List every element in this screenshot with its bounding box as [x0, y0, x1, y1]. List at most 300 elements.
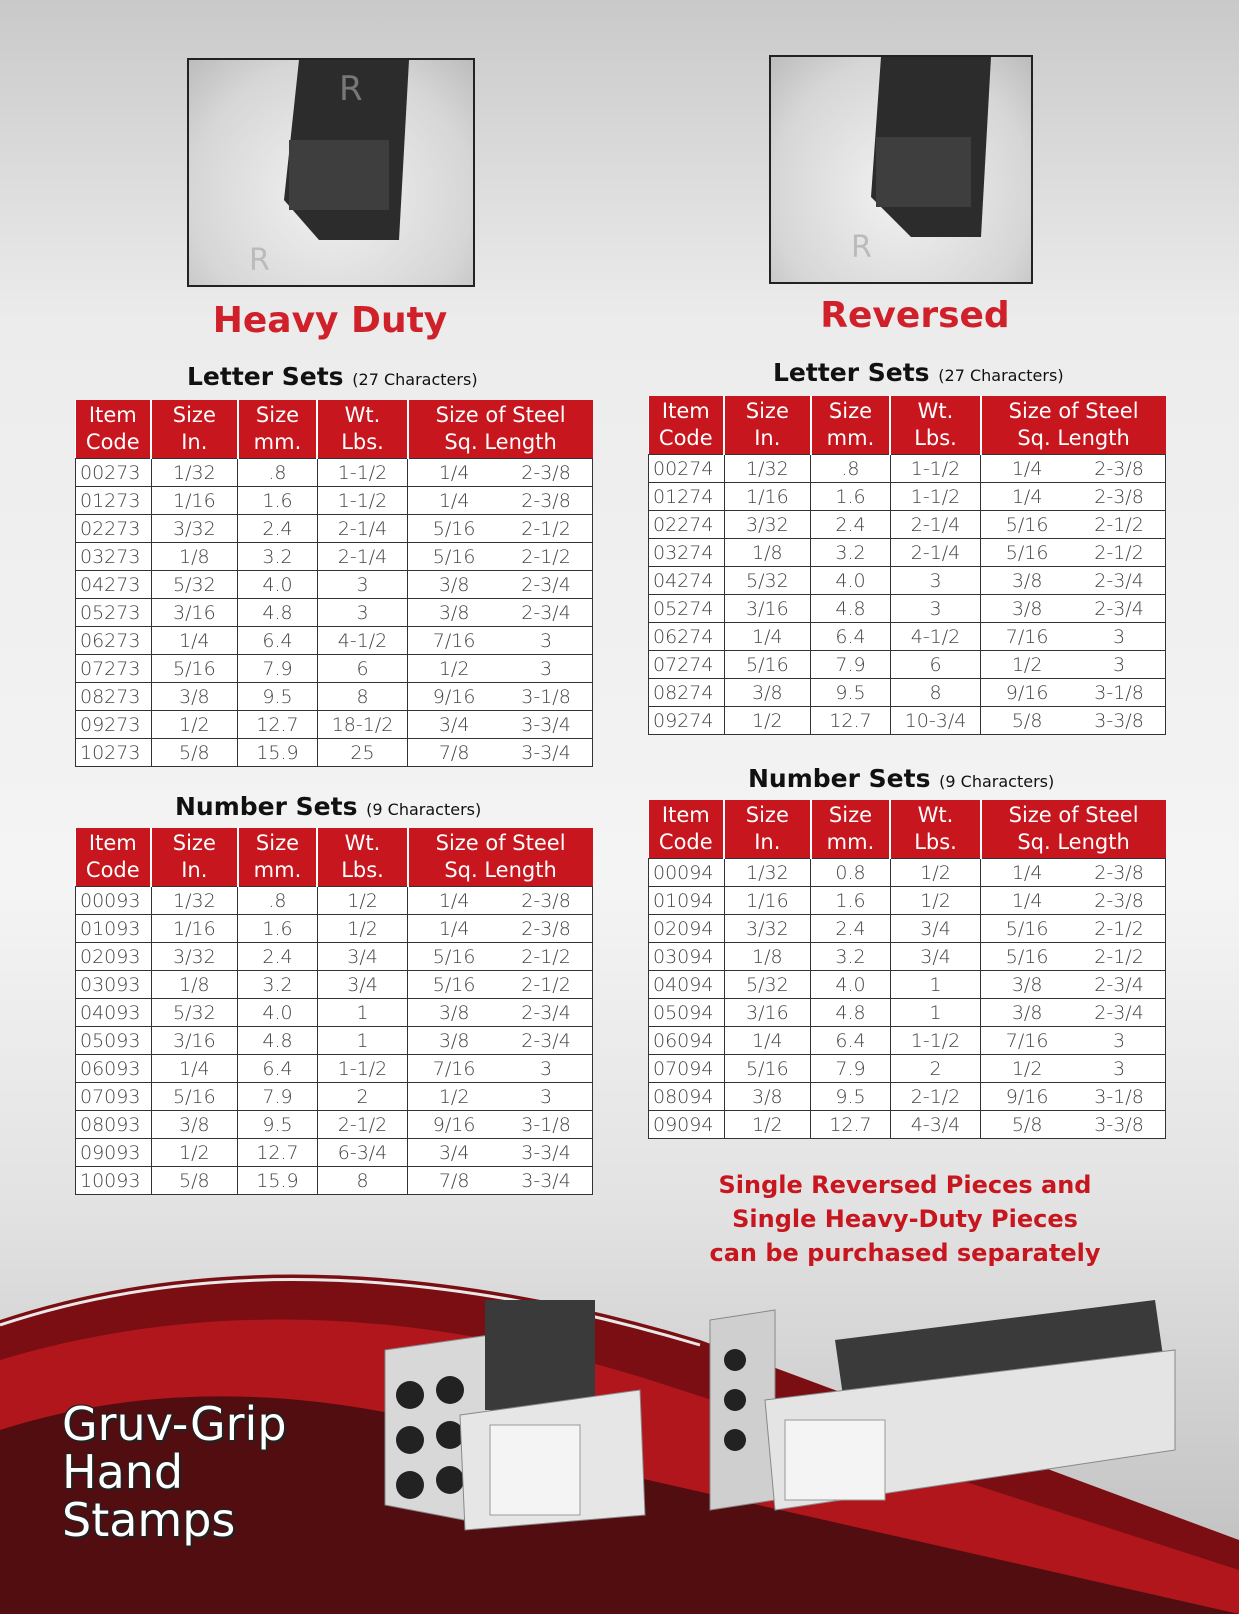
- column-header-line: Wt.: [344, 403, 381, 427]
- table-row: [76, 999, 593, 1027]
- length: 2-3/8: [521, 889, 571, 912]
- column-header-line: Sq. Length: [444, 430, 557, 454]
- column-header: [724, 396, 810, 455]
- steel-square-size: 5/16: [432, 973, 476, 996]
- hd-letter-sets-table: [75, 400, 593, 767]
- steel-square-size: 9/16: [1005, 681, 1049, 704]
- table-header-row: [76, 828, 593, 887]
- column-header: [890, 800, 980, 859]
- table-row: [76, 1027, 593, 1055]
- steel-size-length: [981, 483, 1166, 511]
- steel-square-size: 7/16: [1005, 1029, 1049, 1052]
- column-header: [238, 828, 318, 887]
- steel-square-size: 1/4: [438, 889, 470, 912]
- weight-lbs: 1: [890, 999, 980, 1027]
- table-row: [76, 915, 593, 943]
- table-row: [76, 1083, 593, 1111]
- steel-size-length: [408, 543, 593, 571]
- column-header-line: mm.: [253, 858, 302, 882]
- table-row: [649, 1027, 1166, 1055]
- size-mm: 6.4: [811, 1027, 891, 1055]
- length: 2-1/2: [1094, 945, 1144, 968]
- table-row: [76, 739, 593, 767]
- size-in: 1/8: [724, 539, 810, 567]
- size-mm: 9.5: [238, 683, 318, 711]
- table-row: [76, 943, 593, 971]
- size-in: 1/4: [724, 1027, 810, 1055]
- column-header: [151, 828, 237, 887]
- steel-size-length: [981, 651, 1166, 679]
- steel-size-length: [408, 1027, 593, 1055]
- item-code: 07274: [649, 651, 725, 679]
- item-code: 05274: [649, 595, 725, 623]
- weight-lbs: 8: [317, 1167, 407, 1195]
- column-header: [890, 396, 980, 455]
- length: 2-1/2: [521, 545, 571, 568]
- steel-square-size: 1/4: [438, 489, 470, 512]
- column-header-line: Size: [745, 803, 789, 827]
- weight-lbs: 1-1/2: [317, 1055, 407, 1083]
- table-row: [649, 455, 1166, 483]
- steel-size-length: [408, 999, 593, 1027]
- size-mm: 6.4: [238, 1055, 318, 1083]
- table-row: [76, 543, 593, 571]
- item-code: 05273: [76, 599, 152, 627]
- table-row: [76, 683, 593, 711]
- hd-number-sets-table: [75, 828, 593, 1195]
- steel-size-length: [981, 511, 1166, 539]
- steel-square-size: 3/8: [1011, 569, 1043, 592]
- reversed-title: Reversed: [820, 295, 1010, 336]
- weight-lbs: 3/4: [317, 971, 407, 999]
- size-in: 1/16: [151, 487, 237, 515]
- length: 2-3/8: [521, 489, 571, 512]
- table-row: [649, 483, 1166, 511]
- table-header-row: [649, 396, 1166, 455]
- length: 3-1/8: [1094, 681, 1144, 704]
- length: 2-3/4: [1094, 569, 1144, 592]
- steel-square-size: 1/4: [1011, 457, 1043, 480]
- size-in: 5/32: [724, 971, 810, 999]
- table-row: [649, 1111, 1166, 1139]
- table-row: [649, 567, 1166, 595]
- length: 2-1/2: [1094, 513, 1144, 536]
- item-code: 10273: [76, 739, 152, 767]
- steel-size-length: [408, 599, 593, 627]
- table-row: [649, 539, 1166, 567]
- weight-lbs: 4-1/2: [890, 623, 980, 651]
- length: 2-3/4: [521, 1029, 571, 1052]
- length: 2-1/2: [1094, 917, 1144, 940]
- steel-size-length: [408, 1167, 593, 1195]
- size-mm: 7.9: [811, 1055, 891, 1083]
- item-code: 01274: [649, 483, 725, 511]
- steel-square-size: 3/8: [438, 573, 470, 596]
- weight-lbs: 2: [890, 1055, 980, 1083]
- column-header-line: Size: [745, 399, 789, 423]
- item-code: 06274: [649, 623, 725, 651]
- item-code: 00094: [649, 859, 725, 887]
- size-mm: 4.8: [811, 595, 891, 623]
- size-in: 1/16: [724, 887, 810, 915]
- length: 2-3/4: [1094, 973, 1144, 996]
- length: 3-1/8: [521, 1113, 571, 1136]
- hd-number-sets-heading: [175, 792, 481, 821]
- item-code: 10093: [76, 1167, 152, 1195]
- steel-square-size: 1/4: [438, 461, 470, 484]
- svg-text:R: R: [249, 243, 270, 278]
- size-in: 5/16: [151, 1083, 237, 1111]
- steel-square-size: 9/16: [1005, 1085, 1049, 1108]
- size-in: 5/8: [151, 739, 237, 767]
- table-row: [649, 887, 1166, 915]
- table-header-row: [649, 800, 1166, 859]
- size-in: 5/32: [151, 571, 237, 599]
- size-mm: 7.9: [811, 651, 891, 679]
- length: 3: [539, 1057, 553, 1080]
- length: 3-3/4: [521, 741, 571, 764]
- size-mm: 2.4: [811, 511, 891, 539]
- reversed-stamp-photo: [769, 55, 1033, 284]
- size-in: 1/32: [151, 459, 237, 487]
- weight-lbs: 2-1/2: [317, 1111, 407, 1139]
- weight-lbs: 10-3/4: [890, 707, 980, 735]
- item-code: 00273: [76, 459, 152, 487]
- steel-size-length: [408, 971, 593, 999]
- item-code: 05094: [649, 999, 725, 1027]
- table-row: [649, 623, 1166, 651]
- length: 2-3/8: [1094, 889, 1144, 912]
- column-header-line: Size: [828, 803, 873, 827]
- weight-lbs: 6: [890, 651, 980, 679]
- length: 3-3/4: [521, 1141, 571, 1164]
- length: 3: [1112, 625, 1126, 648]
- steel-size-length: [408, 943, 593, 971]
- size-in: 1/32: [151, 887, 237, 915]
- steel-square-size: 1/2: [438, 1085, 470, 1108]
- weight-lbs: 2: [317, 1083, 407, 1111]
- length: 3-3/8: [1094, 709, 1144, 732]
- table-row: [649, 651, 1166, 679]
- size-mm: 4.0: [238, 999, 318, 1027]
- table-row: [76, 971, 593, 999]
- weight-lbs: 18-1/2: [317, 711, 407, 739]
- weight-lbs: 1: [317, 999, 407, 1027]
- steel-square-size: 5/8: [1011, 1113, 1043, 1136]
- size-mm: 4.8: [238, 599, 318, 627]
- item-code: 06094: [649, 1027, 725, 1055]
- heading-label: Number Sets: [175, 792, 358, 821]
- steel-size-length: [408, 1139, 593, 1167]
- column-header-line: Size: [172, 831, 216, 855]
- length: 2-1/2: [1094, 541, 1144, 564]
- steel-size-length: [408, 515, 593, 543]
- length: 2-3/4: [521, 601, 571, 624]
- size-mm: 1.6: [811, 483, 891, 511]
- letter-set-box-photo: [705, 1280, 1180, 1520]
- size-in: 3/8: [724, 679, 810, 707]
- size-in: 1/4: [151, 627, 237, 655]
- column-header: [811, 396, 891, 455]
- table-row: [649, 707, 1166, 735]
- column-header: [649, 396, 725, 455]
- table-row: [649, 943, 1166, 971]
- rev-number-sets-heading: [748, 764, 1054, 793]
- table-row: [76, 1055, 593, 1083]
- weight-lbs: 1/2: [317, 915, 407, 943]
- item-code: 08274: [649, 679, 725, 707]
- weight-lbs: 1-1/2: [317, 487, 407, 515]
- table-row: [649, 859, 1166, 887]
- column-header-line: Item: [661, 803, 710, 827]
- column-header-line: mm.: [253, 430, 302, 454]
- table-row: [649, 679, 1166, 707]
- column-header-line: Item: [88, 831, 137, 855]
- table-row: [649, 1055, 1166, 1083]
- steel-square-size: 7/16: [432, 1057, 476, 1080]
- size-in: 1/2: [724, 707, 810, 735]
- size-in: 3/8: [151, 1111, 237, 1139]
- table-row: [649, 915, 1166, 943]
- column-header: [317, 828, 407, 887]
- steel-size-length: [408, 459, 593, 487]
- item-code: 03273: [76, 543, 152, 571]
- weight-lbs: 3: [317, 571, 407, 599]
- steel-size-length: [981, 623, 1166, 651]
- steel-size-length: [981, 1083, 1166, 1111]
- item-code: 09093: [76, 1139, 152, 1167]
- size-mm: 6.4: [811, 623, 891, 651]
- length: 3-1/8: [1094, 1085, 1144, 1108]
- weight-lbs: 2-1/4: [317, 515, 407, 543]
- column-header-line: mm.: [826, 830, 875, 854]
- weight-lbs: 1-1/2: [890, 455, 980, 483]
- steel-square-size: 1/4: [438, 917, 470, 940]
- steel-square-size: 3/8: [1011, 1001, 1043, 1024]
- size-mm: 9.5: [238, 1111, 318, 1139]
- column-header-line: In.: [754, 426, 781, 450]
- size-in: 1/8: [151, 971, 237, 999]
- steel-size-length: [981, 859, 1166, 887]
- steel-size-length: [981, 1055, 1166, 1083]
- steel-square-size: 5/16: [432, 517, 476, 540]
- column-header-line: In.: [754, 830, 781, 854]
- column-header-line: Item: [88, 403, 137, 427]
- steel-square-size: 3/8: [438, 1029, 470, 1052]
- size-mm: 3.2: [238, 543, 318, 571]
- brand-line: Stamps: [62, 1493, 236, 1547]
- column-header-line: Size of Steel: [435, 403, 566, 427]
- table-row: [76, 1111, 593, 1139]
- column-header: [981, 396, 1166, 455]
- steel-size-length: [981, 887, 1166, 915]
- size-in: 5/32: [724, 567, 810, 595]
- item-code: 09274: [649, 707, 725, 735]
- size-in: 1/32: [724, 859, 810, 887]
- size-in: 3/16: [724, 999, 810, 1027]
- size-mm: 15.9: [238, 1167, 318, 1195]
- item-code: 07094: [649, 1055, 725, 1083]
- column-header-line: Lbs.: [914, 830, 957, 854]
- size-in: 3/8: [151, 683, 237, 711]
- heading-note: (9 Characters): [366, 800, 482, 819]
- column-header: [408, 828, 593, 887]
- steel-square-size: 1/4: [1011, 485, 1043, 508]
- steel-size-length: [408, 571, 593, 599]
- column-header-line: In.: [181, 430, 208, 454]
- column-header-line: Lbs.: [341, 858, 384, 882]
- column-header: [649, 800, 725, 859]
- column-header-line: Size of Steel: [1008, 803, 1139, 827]
- table-header-row: [76, 400, 593, 459]
- number-set-box-photo: [380, 1295, 650, 1535]
- steel-square-size: 5/16: [1005, 945, 1049, 968]
- steel-size-length: [981, 971, 1166, 999]
- column-header: [724, 800, 810, 859]
- steel-square-size: 7/8: [438, 741, 470, 764]
- item-code: 01093: [76, 915, 152, 943]
- table-row: [76, 571, 593, 599]
- table-row: [76, 887, 593, 915]
- steel-size-length: [408, 915, 593, 943]
- table-row: [649, 1083, 1166, 1111]
- item-code: 01094: [649, 887, 725, 915]
- size-mm: 3.2: [238, 971, 318, 999]
- column-header-line: Size: [255, 831, 300, 855]
- steel-square-size: 7/8: [438, 1169, 470, 1192]
- hd-letter-sets-heading: [187, 362, 478, 391]
- column-header-line: Wt.: [917, 399, 954, 423]
- column-header-line: Sq. Length: [1017, 426, 1130, 450]
- size-mm: 1.6: [811, 887, 891, 915]
- size-in: 1/8: [151, 543, 237, 571]
- steel-size-length: [981, 999, 1166, 1027]
- weight-lbs: 6: [317, 655, 407, 683]
- steel-size-length: [408, 1083, 593, 1111]
- length: 3-3/8: [1094, 1113, 1144, 1136]
- length: 3-3/4: [521, 713, 571, 736]
- size-in: 3/16: [151, 599, 237, 627]
- brand-line: Gruv-Grip: [62, 1397, 287, 1451]
- size-mm: .8: [238, 459, 318, 487]
- steel-square-size: 3/8: [438, 1001, 470, 1024]
- table-row: [76, 711, 593, 739]
- column-header-line: mm.: [826, 426, 875, 450]
- item-code: 08093: [76, 1111, 152, 1139]
- weight-lbs: 3: [317, 599, 407, 627]
- size-mm: 4.8: [811, 999, 891, 1027]
- steel-size-length: [981, 679, 1166, 707]
- size-in: 3/32: [151, 943, 237, 971]
- rev-letter-sets-table: [648, 396, 1166, 735]
- item-code: 03094: [649, 943, 725, 971]
- item-code: 02274: [649, 511, 725, 539]
- column-header-line: Sq. Length: [1017, 830, 1130, 854]
- brand-title: [62, 1397, 287, 1547]
- steel-size-length: [408, 487, 593, 515]
- length: 3: [539, 629, 553, 652]
- weight-lbs: 2-1/4: [317, 543, 407, 571]
- steel-size-length: [408, 655, 593, 683]
- item-code: 04274: [649, 567, 725, 595]
- size-mm: 1.6: [238, 915, 318, 943]
- item-code: 03274: [649, 539, 725, 567]
- note-line: Single Reversed Pieces and: [718, 1171, 1092, 1199]
- weight-lbs: 4-3/4: [890, 1111, 980, 1139]
- weight-lbs: 8: [890, 679, 980, 707]
- item-code: 07273: [76, 655, 152, 683]
- column-header-line: Code: [85, 858, 140, 882]
- length: 2-3/4: [521, 1001, 571, 1024]
- size-mm: 15.9: [238, 739, 318, 767]
- column-header-line: Wt.: [344, 831, 381, 855]
- weight-lbs: 3/4: [890, 943, 980, 971]
- length: 2-3/8: [1094, 485, 1144, 508]
- rev-letter-sets-heading: [773, 358, 1064, 387]
- steel-size-length: [408, 683, 593, 711]
- steel-square-size: 1/4: [1011, 861, 1043, 884]
- steel-square-size: 1/2: [1011, 653, 1043, 676]
- item-code: 02093: [76, 943, 152, 971]
- weight-lbs: 6-3/4: [317, 1139, 407, 1167]
- size-in: 1/32: [724, 455, 810, 483]
- steel-size-length: [981, 595, 1166, 623]
- steel-square-size: 7/16: [1005, 625, 1049, 648]
- svg-text:R: R: [339, 69, 363, 109]
- weight-lbs: 2-1/4: [890, 539, 980, 567]
- weight-lbs: 1: [317, 1027, 407, 1055]
- column-header-line: Size: [255, 403, 300, 427]
- steel-square-size: 9/16: [432, 685, 476, 708]
- steel-size-length: [981, 1111, 1166, 1139]
- size-in: 5/32: [151, 999, 237, 1027]
- column-header: [238, 400, 318, 459]
- weight-lbs: 8: [317, 683, 407, 711]
- table-row: [649, 971, 1166, 999]
- column-header: [76, 828, 152, 887]
- svg-text:R: R: [851, 230, 872, 265]
- separate-purchase-note: [665, 1168, 1145, 1270]
- length: 2-3/4: [1094, 597, 1144, 620]
- steel-size-length: [408, 627, 593, 655]
- table-row: [649, 595, 1166, 623]
- column-header: [811, 800, 891, 859]
- steel-square-size: 1/2: [438, 657, 470, 680]
- item-code: 00093: [76, 887, 152, 915]
- column-header-line: Code: [658, 830, 713, 854]
- steel-size-length: [981, 1027, 1166, 1055]
- heading-note: (27 Characters): [938, 366, 1064, 385]
- size-mm: 12.7: [811, 1111, 891, 1139]
- column-header-line: Size of Steel: [435, 831, 566, 855]
- weight-lbs: 1/2: [890, 859, 980, 887]
- size-in: 3/32: [724, 915, 810, 943]
- column-header: [151, 400, 237, 459]
- length: 2-1/2: [521, 973, 571, 996]
- column-header: [408, 400, 593, 459]
- length: 3: [1112, 1029, 1126, 1052]
- weight-lbs: 2-1/4: [890, 511, 980, 539]
- steel-size-length: [981, 915, 1166, 943]
- size-in: 5/16: [151, 655, 237, 683]
- size-in: 5/8: [151, 1167, 237, 1195]
- length: 3: [1112, 1057, 1126, 1080]
- steel-square-size: 5/16: [1005, 541, 1049, 564]
- heavy-duty-title: Heavy Duty: [212, 300, 448, 341]
- column-header-line: Code: [85, 430, 140, 454]
- column-header-line: In.: [181, 858, 208, 882]
- length: 2-3/8: [1094, 457, 1144, 480]
